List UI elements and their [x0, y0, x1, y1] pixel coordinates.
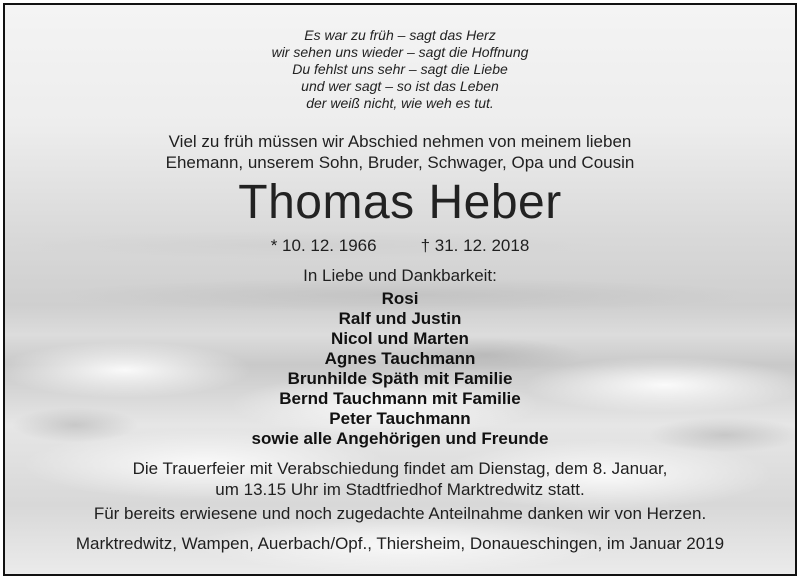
obituary-notice: [3, 3, 797, 576]
poem-line: Es war zu früh – sagt das Herz: [304, 27, 496, 43]
mourner: Brunhilde Späth mit Familie: [287, 369, 513, 388]
service-line: Die Trauerfeier mit Verabschiedung findet am Dienstag, dem 8. Januar,: [132, 459, 668, 478]
deceased-name: Thomas Heber: [238, 176, 562, 229]
poem: [5, 27, 795, 112]
poem-line: Du fehlst uns sehr – sagt die Liebe: [292, 61, 508, 77]
mourner: Nicol und Marten: [331, 329, 469, 348]
mourner: Agnes Tauchmann: [324, 349, 476, 368]
mourner: Ralf und Justin: [338, 309, 462, 328]
places-and-date: Marktredwitz, Wampen, Auerbach/Opf., Thiersheim, Donaueschingen, im Januar 2019: [75, 534, 725, 553]
gratitude-text: Für bereits erwiesene und noch zugedachte Anteilnahme danken wir von Herzen.: [93, 504, 707, 523]
thanks-heading: In Liebe und Dankbarkeit:: [303, 266, 497, 285]
death-date: † 31. 12. 2018: [420, 236, 530, 255]
poem-line: und wer sagt – so ist das Leben: [301, 78, 499, 94]
intro-line: Viel zu früh müssen wir Abschied nehmen von meinem lieben: [168, 132, 632, 151]
birth-date: * 10. 12. 1966: [270, 236, 377, 255]
mourner: sowie alle Angehörigen und Freunde: [251, 429, 549, 448]
intro-text: [5, 131, 795, 173]
mourners-list: [5, 289, 795, 449]
service-line: um 13.15 Uhr im Stadtfriedhof Marktredwitz statt.: [215, 480, 585, 499]
mourner: Peter Tauchmann: [329, 409, 471, 428]
mourner: Bernd Tauchmann mit Familie: [279, 389, 521, 408]
poem-line: der weiß nicht, wie weh es tut.: [306, 95, 494, 111]
intro-line: Ehemann, unserem Sohn, Bruder, Schwager, Opa und Cousin: [165, 153, 635, 172]
mourner: Rosi: [381, 289, 419, 308]
poem-line: wir sehen uns wieder – sagt die Hoffnung: [271, 44, 529, 60]
service-info: [5, 458, 795, 500]
life-dates: [5, 235, 795, 257]
